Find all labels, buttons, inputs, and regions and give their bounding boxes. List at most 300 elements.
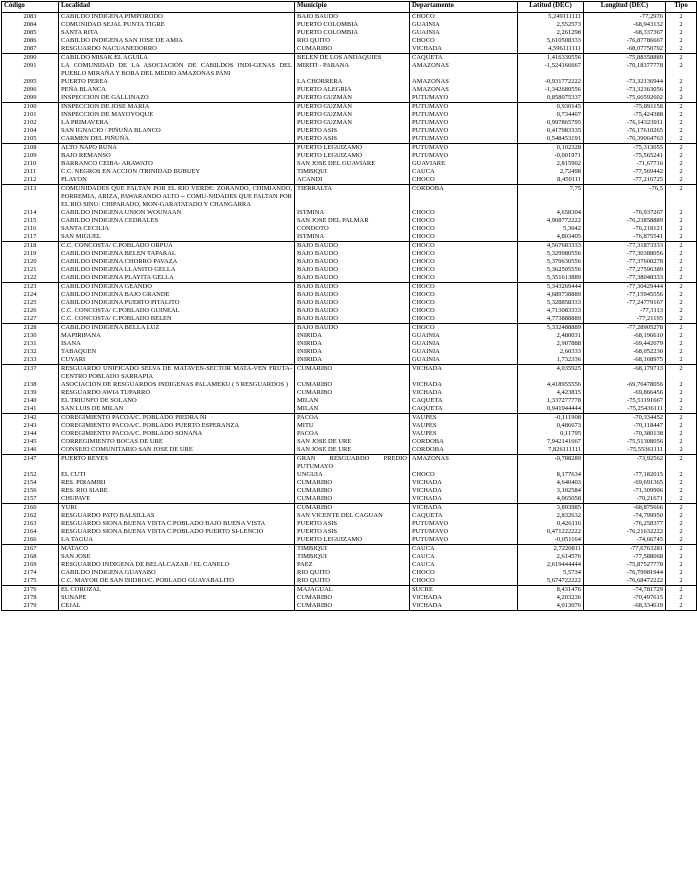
latitud-cell: 5,329980556 [518,250,584,258]
code-cell: 2174 [2,569,59,577]
localidad-cell: BARRANCO CEIBA- ARAWATO [59,160,295,168]
latitud-cell: 1,337277778 [518,397,584,405]
localidad-cell: CABILDO INDIGENA BAJO GRANDE [59,291,295,299]
localidad-cell: CABILDO INDIGENA CHORRO PAVAZA [59,258,295,266]
longitud-cell: -71,67716 [584,160,666,168]
departamento-cell: VICHADA [410,487,518,495]
table-row [2,160,697,168]
tipo-cell: 2 [666,233,697,242]
longitud-cell: -68,07750792 [584,45,666,54]
latitud-cell: 5,328858333 [518,299,584,307]
code-cell: 2128 [2,324,59,333]
longitud-cell: -69,691365 [584,479,666,487]
tipo-cell: 2 [666,217,697,225]
table-row [2,185,697,210]
tipo-cell: 2 [666,86,697,94]
code-cell: 2152 [2,471,59,479]
table-row [2,389,697,397]
longitud-cell: -68,168975 [584,356,666,365]
longitud-cell: -75,25436111 [584,405,666,414]
code-cell: 2139 [2,389,59,397]
table-row [2,381,697,389]
tipo-cell: 2 [666,242,697,251]
longitud-cell: -75,313055 [584,144,666,153]
longitud-cell: -70,118447 [584,422,666,430]
departamento-cell: CHOCO [410,291,518,299]
code-cell: 2095 [2,78,59,86]
municipio-cell: INIRIDA [295,332,410,340]
latitud-cell: 5,249111111 [518,13,584,22]
tipo-cell: 2 [666,528,697,536]
longitud-cell: -76,87786667 [584,37,666,45]
code-cell: 2086 [2,37,59,45]
departamento-cell: AMAZONAS [410,86,518,94]
code-cell: 2156 [2,487,59,495]
tipo-cell: 2 [666,111,697,119]
departamento-cell: AMAZONAS [410,455,518,472]
longitud-cell: -68,943132 [584,21,666,29]
municipio-cell: MILAN [295,405,410,414]
localidad-cell: CARMEN DEL PIÑUÑA [59,135,295,144]
localidad-cell: BAJO REMANSO [59,152,295,160]
code-cell: 2168 [2,553,59,561]
table-row [2,307,697,315]
municipio-cell: ISTMINA [295,209,410,217]
tipo-cell: 2 [666,266,697,274]
longitud-cell: -73,32136944 [584,78,666,86]
localidad-cell: C.C. MAYOR DE SAN ISIDRO/C. POBLADO GUAYABALITO [59,577,295,586]
table-row [2,471,697,479]
latitud-cell: 5,674722222 [518,577,584,586]
tipo-cell: 2 [666,291,697,299]
municipio-cell: BAJO BAUDO [295,13,410,22]
code-cell: 2096 [2,86,59,94]
localidad-cell: CABILDO INDIGENA BELEN TAPARAL [59,250,295,258]
municipio-cell: MAJAGUAL [295,586,410,595]
code-cell: 2131 [2,340,59,348]
table-row [2,479,697,487]
departamento-cell: AMAZONAS [410,62,518,78]
municipio-cell: PUERTO GUZMÁN [295,94,410,103]
municipio-cell: PACOA [295,414,410,423]
municipio-cell: PUERTO GUZMÁN [295,111,410,119]
municipio-cell: RIO QUITO [295,37,410,45]
header-tipo: Tipo [666,2,697,13]
longitud-cell: -76,39064763 [584,135,666,144]
tipo-cell: 2 [666,135,697,144]
tipo-cell: 2 [666,569,697,577]
table-row [2,528,697,536]
header-longitud: Longitud (DEC) [584,2,666,13]
code-cell: 2090 [2,54,59,63]
table-row [2,577,697,586]
departamento-cell: CHOCO [410,266,518,274]
departamento-cell: PUTUMAYO [410,152,518,160]
code-cell: 2160 [2,504,59,513]
departamento-cell: CHOCO [410,242,518,251]
longitud-cell: -70,18377778 [584,62,666,78]
longitud-cell: -68,052230 [584,348,666,356]
code-cell: 2113 [2,185,59,210]
longitud-cell: -76,23858889 [584,217,666,225]
longitud-cell: -75,87527778 [584,561,666,569]
departamento-cell: CHOCO [410,577,518,586]
departamento-cell: CHOCO [410,315,518,324]
table-row [2,217,697,225]
departamento-cell: VICHADA [410,365,518,382]
localidad-cell: CABILDO INDIGENA BELLA LUZ [59,324,295,333]
latitud-cell: 2,619444444 [518,561,584,569]
tipo-cell: 2 [666,356,697,365]
code-cell: 2084 [2,21,59,29]
localidad-cell: RES. PIRAMIRI [59,479,295,487]
table-row [2,299,697,307]
municipio-cell: PUERTO LEGUIZAMO [295,144,410,153]
latitud-cell: 4,908772222 [518,217,584,225]
table-row [2,78,697,86]
latitud-cell: 5,362505556 [518,266,584,274]
localidad-cell: EL TRIUNFO DE SOLANO [59,397,295,405]
latitud-cell: 4,640403 [518,479,584,487]
departamento-cell: AMAZONAS [410,78,518,86]
municipio-cell: PUERTO ASIS [295,520,410,528]
municipio-cell: CUMARIBO [295,594,410,602]
tipo-cell: 2 [666,471,697,479]
localidad-cell: RESGUARDO PATO BALSILLAS [59,512,295,520]
table-row [2,536,697,545]
localidad-cell: CABILDO INDIGENA SAN JOSE DE AMIA [59,37,295,45]
departamento-cell: VICHADA [410,45,518,54]
latitud-cell: 7,75 [518,185,584,210]
table-row [2,266,697,274]
table-row [2,209,697,217]
localidad-cell: CABILDO INDIGENA PLAYITA GELLA [59,274,295,283]
municipio-cell: TIMBIQUI [295,545,410,554]
localidad-cell: C.C. CONCOSTA/ C.POBLADO GUINEAL [59,307,295,315]
code-cell: 2126 [2,307,59,315]
latitud-cell: 2,7220811 [518,545,584,554]
localidad-cell: CEJAL [59,602,295,611]
latitud-cell: 0,11795 [518,430,584,438]
localidad-cell: CABILDO INDIGENA LLANITO GELLA [59,266,295,274]
table-row [2,291,697,299]
tipo-cell: 2 [666,225,697,233]
longitud-cell: -75,565241 [584,152,666,160]
municipio-cell: TIMBIQUI [295,168,410,176]
localidad-cell: COMUNIDAD SEJAL PUNTA TIGRE [59,21,295,29]
tipo-cell: 2 [666,495,697,504]
latitud-cell: 2,614576 [518,553,584,561]
code-cell: 2163 [2,520,59,528]
municipio-cell: GRAN RESGUARDO PREDIO PUTUMAYO [295,455,410,472]
latitud-cell: 2,907888 [518,340,584,348]
longitud-cell: -68,875666 [584,504,666,513]
table-body [2,13,697,611]
code-cell: 2105 [2,135,59,144]
longitud-cell: -77,31873333 [584,242,666,251]
latitud-cell: 7,942141667 [518,438,584,446]
municipio-cell: PAEZ [295,561,410,569]
table-row [2,553,697,561]
localidad-cell: MATACO [59,545,295,554]
departamento-cell: PUTUMAYO [410,94,518,103]
departamento-cell: CHOCO [410,209,518,217]
longitud-cell: -77,24779167 [584,299,666,307]
departamento-cell: CHOCO [410,37,518,45]
latitud-cell: -1,524166667 [518,62,584,78]
table-row [2,495,697,504]
latitud-cell: 5,351613889 [518,274,584,283]
localidad-cell: C.C. NEGROS EN ACCIÓN /TRINIDAD BUBUEY [59,168,295,176]
municipio-cell: INIRIDA [295,340,410,348]
longitud-cell: -74,799950 [584,512,666,520]
localidad-cell: PUERTO REYES [59,455,295,472]
tipo-cell: 2 [666,176,697,185]
municipio-cell: PUERTO GUZMÁN [295,103,410,112]
municipio-cell: SAN VICENTE DEL CAGUAN [295,512,410,520]
localidad-cell: SANTA CECILIA [59,225,295,233]
departamento-cell: PUTUMAYO [410,119,518,127]
tipo-cell: 2 [666,577,697,586]
municipio-cell: BELEN DE LOS ANDAQUIES [295,54,410,63]
code-cell: 2111 [2,168,59,176]
tipo-cell: 2 [666,62,697,78]
table-row [2,414,697,423]
latitud-cell: 0,997865795 [518,119,584,127]
tipo-cell: 2 [666,455,697,472]
departamento-cell: CHOCO [410,176,518,185]
table-row [2,233,697,242]
tipo-cell: 2 [666,274,697,283]
localidad-cell: EL CUTI [59,471,295,479]
municipio-cell: PUERTO ALEGRIA [295,86,410,94]
departamento-cell: PUTUMAYO [410,135,518,144]
longitud-cell: -77,182015 [584,471,666,479]
municipio-cell: SAN JOSE DEL GUAVIARE [295,160,410,168]
code-cell: 2176 [2,586,59,595]
tipo-cell: 2 [666,152,697,160]
municipio-cell: CONDOTO [295,225,410,233]
longitud-cell: -73,92562 [584,455,666,472]
departamento-cell: CHOCO [410,283,518,292]
table-row [2,348,697,356]
longitud-cell: -76,21632222 [584,528,666,536]
code-cell: 2175 [2,577,59,586]
tipo-cell: 2 [666,103,697,112]
latitud-cell: -0,001971 [518,152,584,160]
municipio-cell: INIRIDA [295,348,410,356]
localidad-cell: SAN LUIS DE MILAN [59,405,295,414]
municipio-cell: BAJO BAUDO [295,324,410,333]
departamento-cell: PUTUMAYO [410,144,518,153]
longitud-cell: -76,68472222 [584,577,666,586]
municipio-cell: CUMARIBO [295,504,410,513]
longitud-cell: -76,14323911 [584,119,666,127]
departamento-cell: PUTUMAYO [410,103,518,112]
table-row [2,62,697,78]
longitud-cell: -76,79981944 [584,569,666,577]
longitud-cell: -75,51308056 [584,438,666,446]
departamento-cell: CORDOBA [410,446,518,455]
latitud-cell: 8,450111 [518,176,584,185]
longitud-cell: -73,32363056 [584,86,666,94]
code-cell: 2083 [2,13,59,22]
table-row [2,103,697,112]
table-row [2,111,697,119]
departamento-cell: CAQUETA [410,405,518,414]
longitud-cell: -77,21195 [584,315,666,324]
municipio-cell: BAJO BAUDO [295,250,410,258]
table-row [2,37,697,45]
table-row [2,135,697,144]
municipio-cell: BAJO BAUDO [295,274,410,283]
localidad-cell: EL COROZAL [59,586,295,595]
table-row [2,250,697,258]
longitud-cell: -77,2976 [584,13,666,22]
longitud-cell: -75,88358889 [584,54,666,63]
departamento-cell: CHOCO [410,258,518,266]
departamento-cell: VAUPES [410,414,518,423]
municipio-cell: PUERTO COLOMBIA [295,21,410,29]
longitud-cell: -77,216725 [584,176,666,185]
table-row [2,242,697,251]
code-cell: 2164 [2,528,59,536]
header-row [2,2,697,13]
longitud-cell: -70,334452 [584,414,666,423]
code-cell: 2140 [2,397,59,405]
tipo-cell: 2 [666,504,697,513]
departamento-cell: VICHADA [410,479,518,487]
municipio-cell: BAJO BAUDO [295,258,410,266]
municipio-cell: ISTMINA [295,233,410,242]
table-row [2,152,697,160]
longitud-cell: -77,30429444 [584,283,666,292]
table-row [2,45,697,54]
code-cell: 2104 [2,127,59,135]
tipo-cell: 2 [666,45,697,54]
municipio-cell: CUMARIBO [295,389,410,397]
tipo-cell: 2 [666,586,697,595]
municipio-cell: INIRIDA [295,356,410,365]
municipio-cell: BAJO BAUDO [295,283,410,292]
header-localidad: Localidad [59,2,295,13]
departamento-cell: SUCRE [410,586,518,595]
municipio-cell: BAJO BAUDO [295,242,410,251]
municipio-cell: CUMARIBO [295,602,410,611]
longitud-cell: -70,497615 [584,594,666,602]
table-row [2,487,697,495]
code-cell: 2125 [2,299,59,307]
localidad-cell: CABILDO INDIGENA CEDRALES [59,217,295,225]
municipio-cell: PUERTO GUZMÁN [295,119,410,127]
header-departamento: Departamento [410,2,518,13]
longitud-cell: -68,337367 [584,29,666,37]
tipo-cell: 2 [666,594,697,602]
departamento-cell: PUTUMAYO [410,528,518,536]
departamento-cell: CHOCO [410,569,518,577]
latitud-cell: 0,941944444 [518,405,584,414]
localidad-cell: SAN JOSE [59,553,295,561]
latitud-cell: 7,826111111 [518,446,584,455]
municipio-cell: SAN JOSE DE URE [295,446,410,455]
longitud-cell: -77,30388056 [584,250,666,258]
table-row [2,119,697,127]
latitud-cell: 2,832632 [518,512,584,520]
code-cell: 2146 [2,446,59,455]
tipo-cell: 2 [666,315,697,324]
latitud-cell: 0,734407 [518,111,584,119]
localidad-cell: CABILDO INDIGENA GUAYABO [59,569,295,577]
code-cell: 2102 [2,119,59,127]
tipo-cell: 2 [666,160,697,168]
departamento-cell: CHOCO [410,13,518,22]
localidad-cell: CABILDO INDIGENA UNION WOUNAAN [59,209,295,217]
longitud-cell: -76,937267 [584,209,666,217]
departamento-cell: VAUPES [410,430,518,438]
departamento-cell: PUTUMAYO [410,520,518,528]
code-cell: 2116 [2,225,59,233]
table-row [2,545,697,554]
longitud-cell: -77,6763281 [584,545,666,554]
latitud-cell: 5,3042 [518,225,584,233]
table-row [2,586,697,595]
municipio-cell: TIMBIQUI [295,553,410,561]
code-cell: 2123 [2,283,59,292]
departamento-cell: GUAINIA [410,348,518,356]
localities-table [1,1,697,611]
longitud-cell: -77,588068 [584,553,666,561]
tipo-cell: 2 [666,283,697,292]
code-cell: 2127 [2,315,59,324]
latitud-cell: -0,111908 [518,414,584,423]
localidad-cell: SAN IGNACIO / PIÑUÑA BLANCO [59,127,295,135]
code-cell: 2132 [2,348,59,356]
departamento-cell: PUTUMAYO [410,536,518,545]
departamento-cell: CHOCO [410,324,518,333]
tipo-cell: 2 [666,520,697,528]
code-cell: 2118 [2,242,59,251]
tipo-cell: 2 [666,365,697,382]
table-row [2,569,697,577]
departamento-cell: CAQUETA [410,54,518,63]
table-row [2,13,697,22]
longitud-cell: -68,196610 [584,332,666,340]
tipo-cell: 2 [666,324,697,333]
latitud-cell: 4,596111111 [518,45,584,54]
tipo-cell: 2 [666,185,697,210]
departamento-cell: GUAVIARE [410,160,518,168]
code-cell: 2112 [2,176,59,185]
localidad-cell: LA TAGUA [59,536,295,545]
code-cell: 2108 [2,144,59,153]
longitud-cell: -69,442679 [584,340,666,348]
localidad-cell: ISANA [59,340,295,348]
code-cell: 2141 [2,405,59,414]
longitud-cell: -76,218121 [584,225,666,233]
tipo-cell: 2 [666,348,697,356]
departamento-cell: GUAINIA [410,332,518,340]
latitud-cell: 8,431476 [518,586,584,595]
municipio-cell: CUMARIBO [295,45,410,54]
localidad-cell: COREGIMIENTO PACOA/C. POBLADO PUERTO ESPERANZA [59,422,295,430]
departamento-cell: VICHADA [410,495,518,504]
table-row [2,127,697,135]
tipo-cell: 2 [666,381,697,389]
code-cell: 2179 [2,602,59,611]
municipio-cell: BAJO BAUDO [295,315,410,324]
tipo-cell: 2 [666,119,697,127]
departamento-cell: CAUCA [410,553,518,561]
